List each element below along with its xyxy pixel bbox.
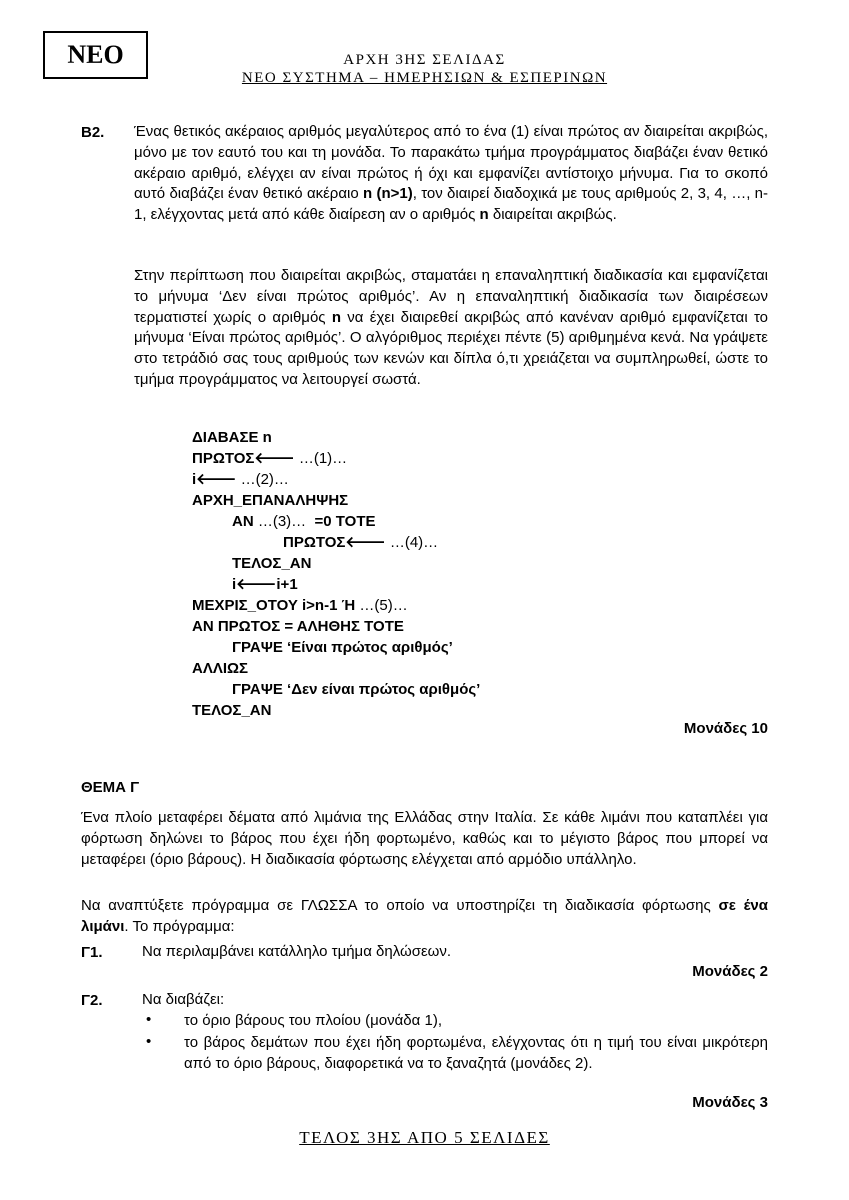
b2-label: Β2.	[81, 124, 105, 141]
code-line-9	[192, 595, 408, 616]
code-line-12: ΑΛΛΙΩΣ	[192, 660, 249, 677]
thema-g-paragraph-1: Ένα πλοίο μεταφέρει δέματα από λιμάνια της Ελλάδας στην Ιταλία. Σε κάθε λιμάνι που καταπλέει για φόρτωση δηλώνει το βάρος που έχει ήδη φορτωμένο, καθώς και το μέγιστο βάρος που μπορεί να μεταφέρει (όριο βάρους). Η διαδικασία φόρτωσης ελέγχεται από αρμόδιο υπάλληλο.	[81, 809, 768, 868]
code-line-6-stmt: ΠΡΩΤΟΣ🡐	[283, 534, 386, 551]
b2-marks: Μονάδες 10	[683, 720, 768, 737]
code-gap-4: …(4)…	[385, 534, 439, 551]
code-line-3	[192, 469, 289, 490]
neo-badge: ΝΕΟ	[43, 31, 148, 79]
code-gap-5: …(5)…	[359, 597, 408, 614]
b2-p2-bold-1: n	[331, 308, 341, 326]
g1-text: Να περιλαμβάνει κατάλληλο τμήμα δηλώσεων.	[142, 943, 452, 960]
code-gap-3: …(3)…	[257, 513, 307, 530]
g2-label: Γ2.	[81, 992, 103, 1009]
code-line-11: ΓΡΑΨΕ ‘Είναι πρώτος αριθμός’	[232, 639, 453, 656]
code-line-10: ΑΝ ΠΡΩΤΟΣ = ΑΛΗΘΗΣ ΤΟΤΕ	[192, 618, 404, 635]
thema-g-paragraph-2	[81, 896, 768, 938]
code-line-3-stmt: i🡐	[192, 471, 237, 488]
b2-p1-text-1: Ένας θετικός ακέραιος αριθμός μεγαλύτερος από το ένα (1) είναι πρώτος αν διαιρείται ακριβώς, μόνο με τον εαυτό του και τη μονάδα. Το παρακάτω τμήμα προγράμματος διαβάζει έναν θετικό ακέραιο αριθμό, ελέγχει αν είναι πρώτος ή όχι και εμφανίζει αντίστοιχο μήνυμα. Για το σκοπό αυτό διαβάζει έναν θετικό ακέραιο	[134, 123, 768, 203]
thema-g-title: ΘΕΜΑ Γ	[81, 779, 140, 796]
page-footer: ΤΕΛΟΣ 3ΗΣ ΑΠΟ 5 ΣΕΛΙΔΕΣ	[299, 1128, 550, 1147]
code-gap-2: …(2)…	[236, 471, 289, 488]
b2-p1-text-2: , τον διαιρεί διαδοχικά με τους αριθμούς 2, 3, 4, …, n-1, ελέγχοντας μετά από κάθε διαίρεση αν ο αριθμός	[134, 185, 769, 224]
b2-p1-bold-2: n	[479, 206, 489, 224]
header-line-2: ΝΕΟ ΣΥΣΤΗΜΑ – ΗΜΕΡΗΣΙΩΝ & ΕΣΠΕΡΙΝΩΝ	[241, 70, 608, 86]
b2-p1-text-3: διαιρείται ακριβώς.	[488, 206, 617, 224]
code-line-9-stmt: ΜΕΧΡΙΣ_ΟΤΟΥ i>n-1 Ή	[192, 597, 360, 614]
code-line-2	[192, 448, 347, 469]
code-line-5	[232, 511, 376, 532]
g2-marks: Μονάδες 3	[692, 1094, 768, 1111]
b2-p2-text-2: να έχει διαιρεθεί ακριβώς από κανέναν αριθμό εμφανίζεται το μήνυμα ‘Είναι πρώτος αριθμός’. Ο αλγόριθμος περιέχει πέντε (5) αριθμημένα κενά. Να γράψετε στο τετράδιό σας τους αριθμούς των κενών και δίπλα ό,τι χρειάζεται να συμπληρωθεί, ώστε το τμήμα προγράμματος να λειτουργεί σωστά.	[134, 308, 768, 388]
code-gap-1: …(1)…	[294, 450, 348, 467]
code-line-14: ΤΕΛΟΣ_ΑΝ	[192, 702, 272, 719]
code-line-6	[283, 532, 438, 553]
g2-bullet-1: το όριο βάρους του πλοίου (μονάδα 1),	[184, 1012, 442, 1029]
b2-p1-bold-1: n (n>1)	[363, 185, 413, 203]
bullet-2-icon: •	[146, 1033, 152, 1050]
bullet-1-icon: •	[146, 1011, 152, 1028]
g1-label: Γ1.	[81, 944, 103, 961]
code-line-7: ΤΕΛΟΣ_ΑΝ	[232, 555, 312, 572]
b2-p2-text-1: Στην περίπτωση που διαιρείται ακριβώς, σταματάει η επαναληπτική διαδικασία και εμφανίζεται το μήνυμα ‘Δεν είναι πρώτος αριθμός’. Αν η επαναληπτική διαδικασία των διαιρέσεων τερματιστεί χωρίς ο αριθμός	[134, 267, 768, 326]
b2-paragraph-2	[134, 266, 768, 391]
g1-marks: Μονάδες 2	[692, 963, 768, 980]
code-line-2-stmt: ΠΡΩΤΟΣ🡐	[192, 450, 295, 467]
thema-g-p2-text-1: Να αναπτύξετε πρόγραμμα σε ΓΛΩΣΣΑ το οποίο να υποστηρίζει τη διαδικασία φόρτωσης	[81, 897, 719, 914]
thema-g-p2-bold: σε ένα λιμάνι	[81, 897, 768, 935]
b2-paragraph-1	[134, 122, 768, 226]
code-line-8: i🡐i+1	[232, 576, 298, 593]
code-line-5-kw: ΑΝ	[232, 513, 258, 530]
g2-bullet-2: το βάρος δεμάτων που έχει ήδη φορτωμένα, ελέγχοντας ότι η τιμή του είναι μικρότερη από το όριο βάρους, διαφορετικά να το ξαναζητά (μονάδες 2).	[184, 1034, 768, 1072]
code-line-1: ΔΙΑΒΑΣΕ n	[192, 429, 272, 446]
code-line-4: ΑΡΧΗ_ΕΠΑΝΑΛΗΨΗΣ	[192, 492, 349, 509]
thema-g-p2-text-2: . Το πρόγραμμα:	[124, 917, 235, 935]
header-line-1: ΑΡΧΗ 3ΗΣ ΣΕΛΙΔΑΣ	[343, 52, 506, 68]
g2-text: Να διαβάζει:	[142, 991, 225, 1008]
code-line-5-cond: =0 ΤΟΤΕ	[306, 513, 376, 530]
code-line-13: ΓΡΑΨΕ ‘Δεν είναι πρώτος αριθμός’	[232, 681, 481, 698]
